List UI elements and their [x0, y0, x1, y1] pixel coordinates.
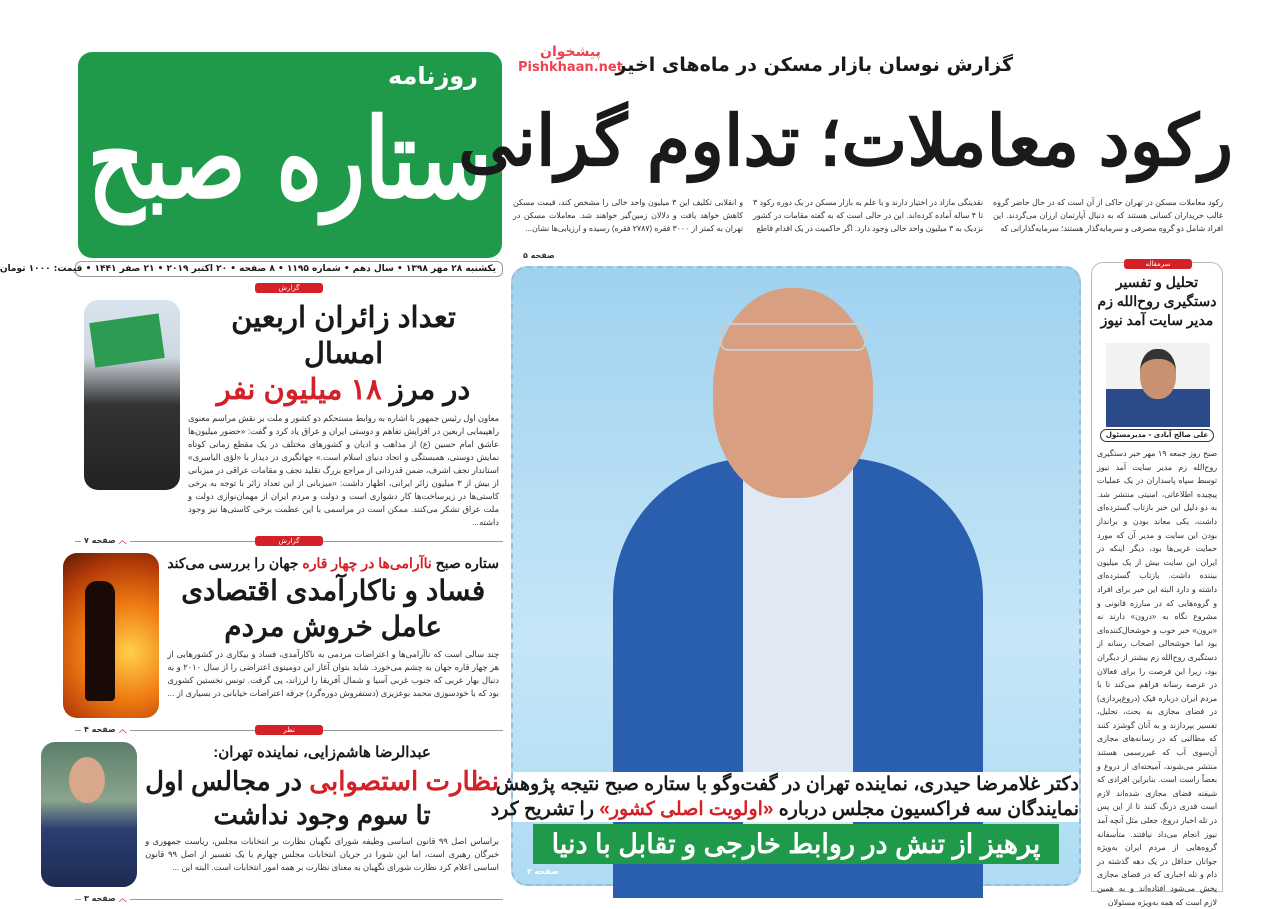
left-stories — [75, 280, 503, 903]
caption-part: نمایندگان سه فراکسیون مجلس درباره — [778, 799, 1079, 820]
story-title-line2 — [188, 372, 499, 408]
protest-fire-photo — [63, 553, 159, 718]
story-title: تعداد زائران اربعین امسال — [231, 302, 456, 370]
editorial-tag: سرمقاله — [1124, 259, 1192, 269]
story-page-ref[interactable] — [81, 725, 130, 735]
story-title-part: در مرز — [389, 374, 471, 406]
masthead-logo — [78, 52, 502, 258]
story-tag: گزارش — [255, 283, 323, 293]
photo-headline: پرهیز از تنش در روابط خارجی و تقابل با دنیا — [533, 824, 1059, 864]
silhouette — [85, 581, 115, 701]
story-title-highlight: نظارت استصوابی — [309, 766, 499, 796]
editorial-title: تحلیل و تفسیر دستگیری روح‌الله زم مدیر سایت آمد نیوز — [1097, 274, 1217, 328]
watermark-fa: پیشخوان — [540, 44, 601, 60]
story-separator — [75, 893, 503, 905]
editorial-column — [1091, 260, 1223, 907]
page-ref-label: صفحه ۳ — [84, 894, 116, 903]
story-kicker: عبدالرضا هاشم‌زایی، نماینده تهران: — [213, 744, 431, 761]
divider — [75, 899, 503, 900]
story-text — [188, 300, 499, 529]
story-separator — [75, 724, 503, 736]
lead-column: و انقلابی تکلیف این ۳ میلیون واحد خالی را مشخص کند، قیمت مسکن کاهش خواهد یافت و دلالان زمین‌گیر خواهند شد. معاملات مسکن در تهران به کمتر از ۳۰۰۰ فقره (۲۷۸۷ فقره) رسیده و ارزیابی‌ها نشان... — [513, 198, 743, 233]
page-ref-label: صفحه ۷ — [84, 536, 116, 545]
photo-page-ref[interactable]: صفحه ۲ — [527, 867, 559, 876]
date-bar: یکشنبه ۲۸ مهر ۱۳۹۸ • سال دهم • شماره ۱۱۹۵ • ۸ صفحه • ۲۰ اکتبر ۲۰۱۹ • ۲۱ صفر ۱۴۴۱ • قیمت: ۱۰۰۰ تومان — [75, 261, 503, 277]
story-tag: گزارش — [255, 536, 323, 546]
story-title-part: در مجالس اول — [145, 766, 303, 796]
photo-caption-line2 — [490, 797, 1079, 822]
story — [75, 738, 503, 891]
page-ref-label: صفحه ۴ — [84, 725, 116, 734]
kicker-part: ستاره صبح — [435, 555, 499, 571]
lead-headline: رکود معاملات؛ تداوم گرانی — [458, 102, 1233, 180]
story-page-ref[interactable] — [81, 536, 130, 546]
author-name: علی صالح آبادی - مدیرمسئول — [1100, 429, 1214, 442]
story-body: معاون اول رئیس جمهور با اشاره به روابط مستحکم دو کشور و ملت بر نقش مراسم معنوی راهپیمایی اربعین در افزایش تفاهم و دوستی ایران و عراق یاد کرد و گفت: «حضور میلیون‌ها عاشق امام حسین (ع) از مذاهب و ادیان و کشورهای مختلف در یک مقطع زمانی کوتاه نمایش دوستی، همبستگی و اتحاد دنیای اسلام است.» جهانگیری در دیدار با «لؤی الیاسری» استاندار نجف اشرف، ضمن قدردانی از مراجع بزرگ تقلید نجف و مقامات عراقی در میزبانی از بیش از ۳ میلیون زائر ایرانی، اظهار داشت: «میزبانی از این تعداد زائر با توجه به برخی کاستی‌ها در زیرساخت‌ها کار دشواری است و دولت و مردم ایران از مهمان‌نوازی دولت و ملت عراق تشکر می‌کنند. ممکن است در مراسمی با این عظمت برخی کاستی‌ها نیز وجود داشته... — [188, 413, 499, 527]
chevron-up-icon: ︿ — [118, 725, 127, 734]
caption-highlight: «اولویت اصلی کشور» — [599, 799, 774, 820]
story-title-line2: تا سوم وجود نداشت — [213, 800, 431, 830]
caption-part: را تشریح کرد — [490, 799, 594, 820]
story-separator — [75, 535, 503, 547]
masthead-name: ستاره صبح — [87, 93, 492, 223]
photo-story — [490, 266, 1081, 886]
pilgrims-photo — [84, 300, 180, 490]
story — [75, 296, 503, 533]
face — [713, 288, 873, 498]
story-title-line2: عامل خروش مردم — [224, 611, 443, 642]
green-flag — [89, 313, 165, 367]
photo-captions — [490, 772, 1079, 880]
story-title: فساد و ناکارآمدی اقتصادی — [181, 575, 486, 606]
hashemzaei-photo — [41, 742, 137, 887]
lead-supertitle: گزارش نوسان بازار مسکن در ماه‌های اخیر — [615, 54, 1013, 76]
story-text — [167, 553, 499, 718]
story-page-ref[interactable] — [81, 894, 130, 904]
glasses — [720, 323, 866, 351]
author-photo — [1106, 343, 1210, 427]
face — [69, 757, 105, 803]
story-title — [145, 764, 499, 798]
face — [1140, 349, 1176, 399]
kicker-part: جهان را بررسی می‌کند — [167, 555, 299, 571]
story-body: براساس اصل ۹۹ قانون اساسی وظیفه شورای نگهبان نظارت بر انتخابات مجلس، ریاست جمهوری و خبرگان رهبری است، اما این شورا در جریان انتخابات مجلس چهارم با یک تفسیر از اصل ۹۹ قانون اساسی اعلام کرد نظارت شورای نگهبان به معنای نظارت بر همه امور انتخابات است. البته این ... — [145, 836, 499, 872]
story-title-highlight: ۱۸ میلیون نفر — [216, 374, 382, 406]
masthead-kind: روزنامه — [388, 62, 478, 90]
watermark-en: Pishkhaan.net — [518, 60, 623, 75]
chevron-up-icon: ︿ — [118, 536, 127, 545]
photo-caption-line1: دکتر غلامرضا حیدری، نماینده تهران در گفت‌وگو با ستاره صبح نتیجه پژوهش — [495, 774, 1079, 795]
kicker-highlight: ناآرامی‌ها در چهار قاره — [302, 555, 432, 571]
story-separator — [75, 282, 503, 294]
story-body: چند سالی است که ناآرامی‌ها و اعتراضات مردمی به ناکارآمدی، فساد و بیکاری در کشورهایی از هر چهار قاره جهان به چشم می‌خورد. شاید بتوان آغاز این دومینوی اعتراضی را از سال ۲۰۱۰ و به دنبال بهار عربی که جنوب غربی آسیا و شمال آفریقا را لرزاند، پی گرفت. تونس نخستین کشوری بود که با خودسوزی محمد بوعزیزی (دستفروش دوره‌گرد) جرقه اعتراضات خیابانی در بسیاری از ... — [167, 649, 499, 698]
chevron-up-icon: ︿ — [118, 894, 127, 903]
story-text — [145, 742, 499, 887]
editorial-body: صبح روز جمعه ۱۹ مهر خبر دستگیری روح‌الله زم مدیر سایت آمد نیوز توسط سپاه پاسداران در یک عملیات پیچیده اطلاعاتی، امنیتی منتشر شد. به دو دلیل این خبر بازتاب گسترده‌ای داشت، یکی معاند بودن و برانداز بودن این سایت و مدیر آن که مورد حمایت غربی‌ها بود، دیگر اینکه در ایران این سایت بیش از یک میلیون بیننده داشت. بازتاب گسترده‌ای داشته و دارد البته این خبر برای افراد و گروه‌هایی که در مبارزه قانونی و مشروع نگاه به «درون» دارند نه «برون» خبر خوب و خوشحال‌کننده‌ای بود اما خوشحالی اصحاب رسانه از دستگیری روح‌الله زم بیشتر از دیگران بود، زیرا این فرصت را برای فعالان در عرصه رسانه فراهم می‌کند تا با مردم ایران درباره فیک (دروغ‌پردازی) در فضای مجازی به بحث، تحلیل، تفسیر بپردازند و به آنان گوشزد کنند که مطالبی که در رسانه‌های مجازی آن‌سوی آب که غیررسمی هستند منتشر می‌شوند، آمیخته‌ای از دروغ و بعضاً راست است. بنابراین افرادی که شیفته فضای مجازی شده‌اند لازم است قدری درنگ کنند تا از این پس در تله اخبار دروغ، جعلی مثل آنچه آمد نیوز انجام می‌داد نیافتند. متأسفانه گروه‌هایی از مردم ایران به‌ویژه جوانان حداقل در یک دهه گذشته در دام و تله اخباری که در فضای مجازی پخش می‌شود افتاده‌اند و به همین لازم است که همه به‌ویژه مسئولان — [1097, 449, 1217, 907]
lead-page-ref[interactable]: صفحه ۵ — [523, 251, 555, 260]
story-tag: نظر — [255, 725, 323, 735]
lead-column: نقدینگی مازاد در اختیار دارند و با علم به بازار مسکن در یک دوره رکود ۳ تا ۴ ساله آماده کرده‌اند. این در حالی است که به گفته مقامات در کشور نزدیک به ۳ میلیون واحد خالی وجود دارد. اگر حاکمیت در یک اقدام قاطع — [753, 198, 983, 233]
lead-column: رکود معاملات مسکن در تهران حاکی از آن است که در حال حاضر گروه غالب خریداران کسانی هستند که به دنبال آپارتمان ارزان می‌گردند. این افراد شامل دو گروه مصرفی و سرمایه‌گذار هستند؛ سرمایه‌گذارانی که — [993, 198, 1223, 233]
story-kicker — [167, 553, 499, 573]
story — [75, 549, 503, 722]
watermark — [518, 44, 623, 75]
